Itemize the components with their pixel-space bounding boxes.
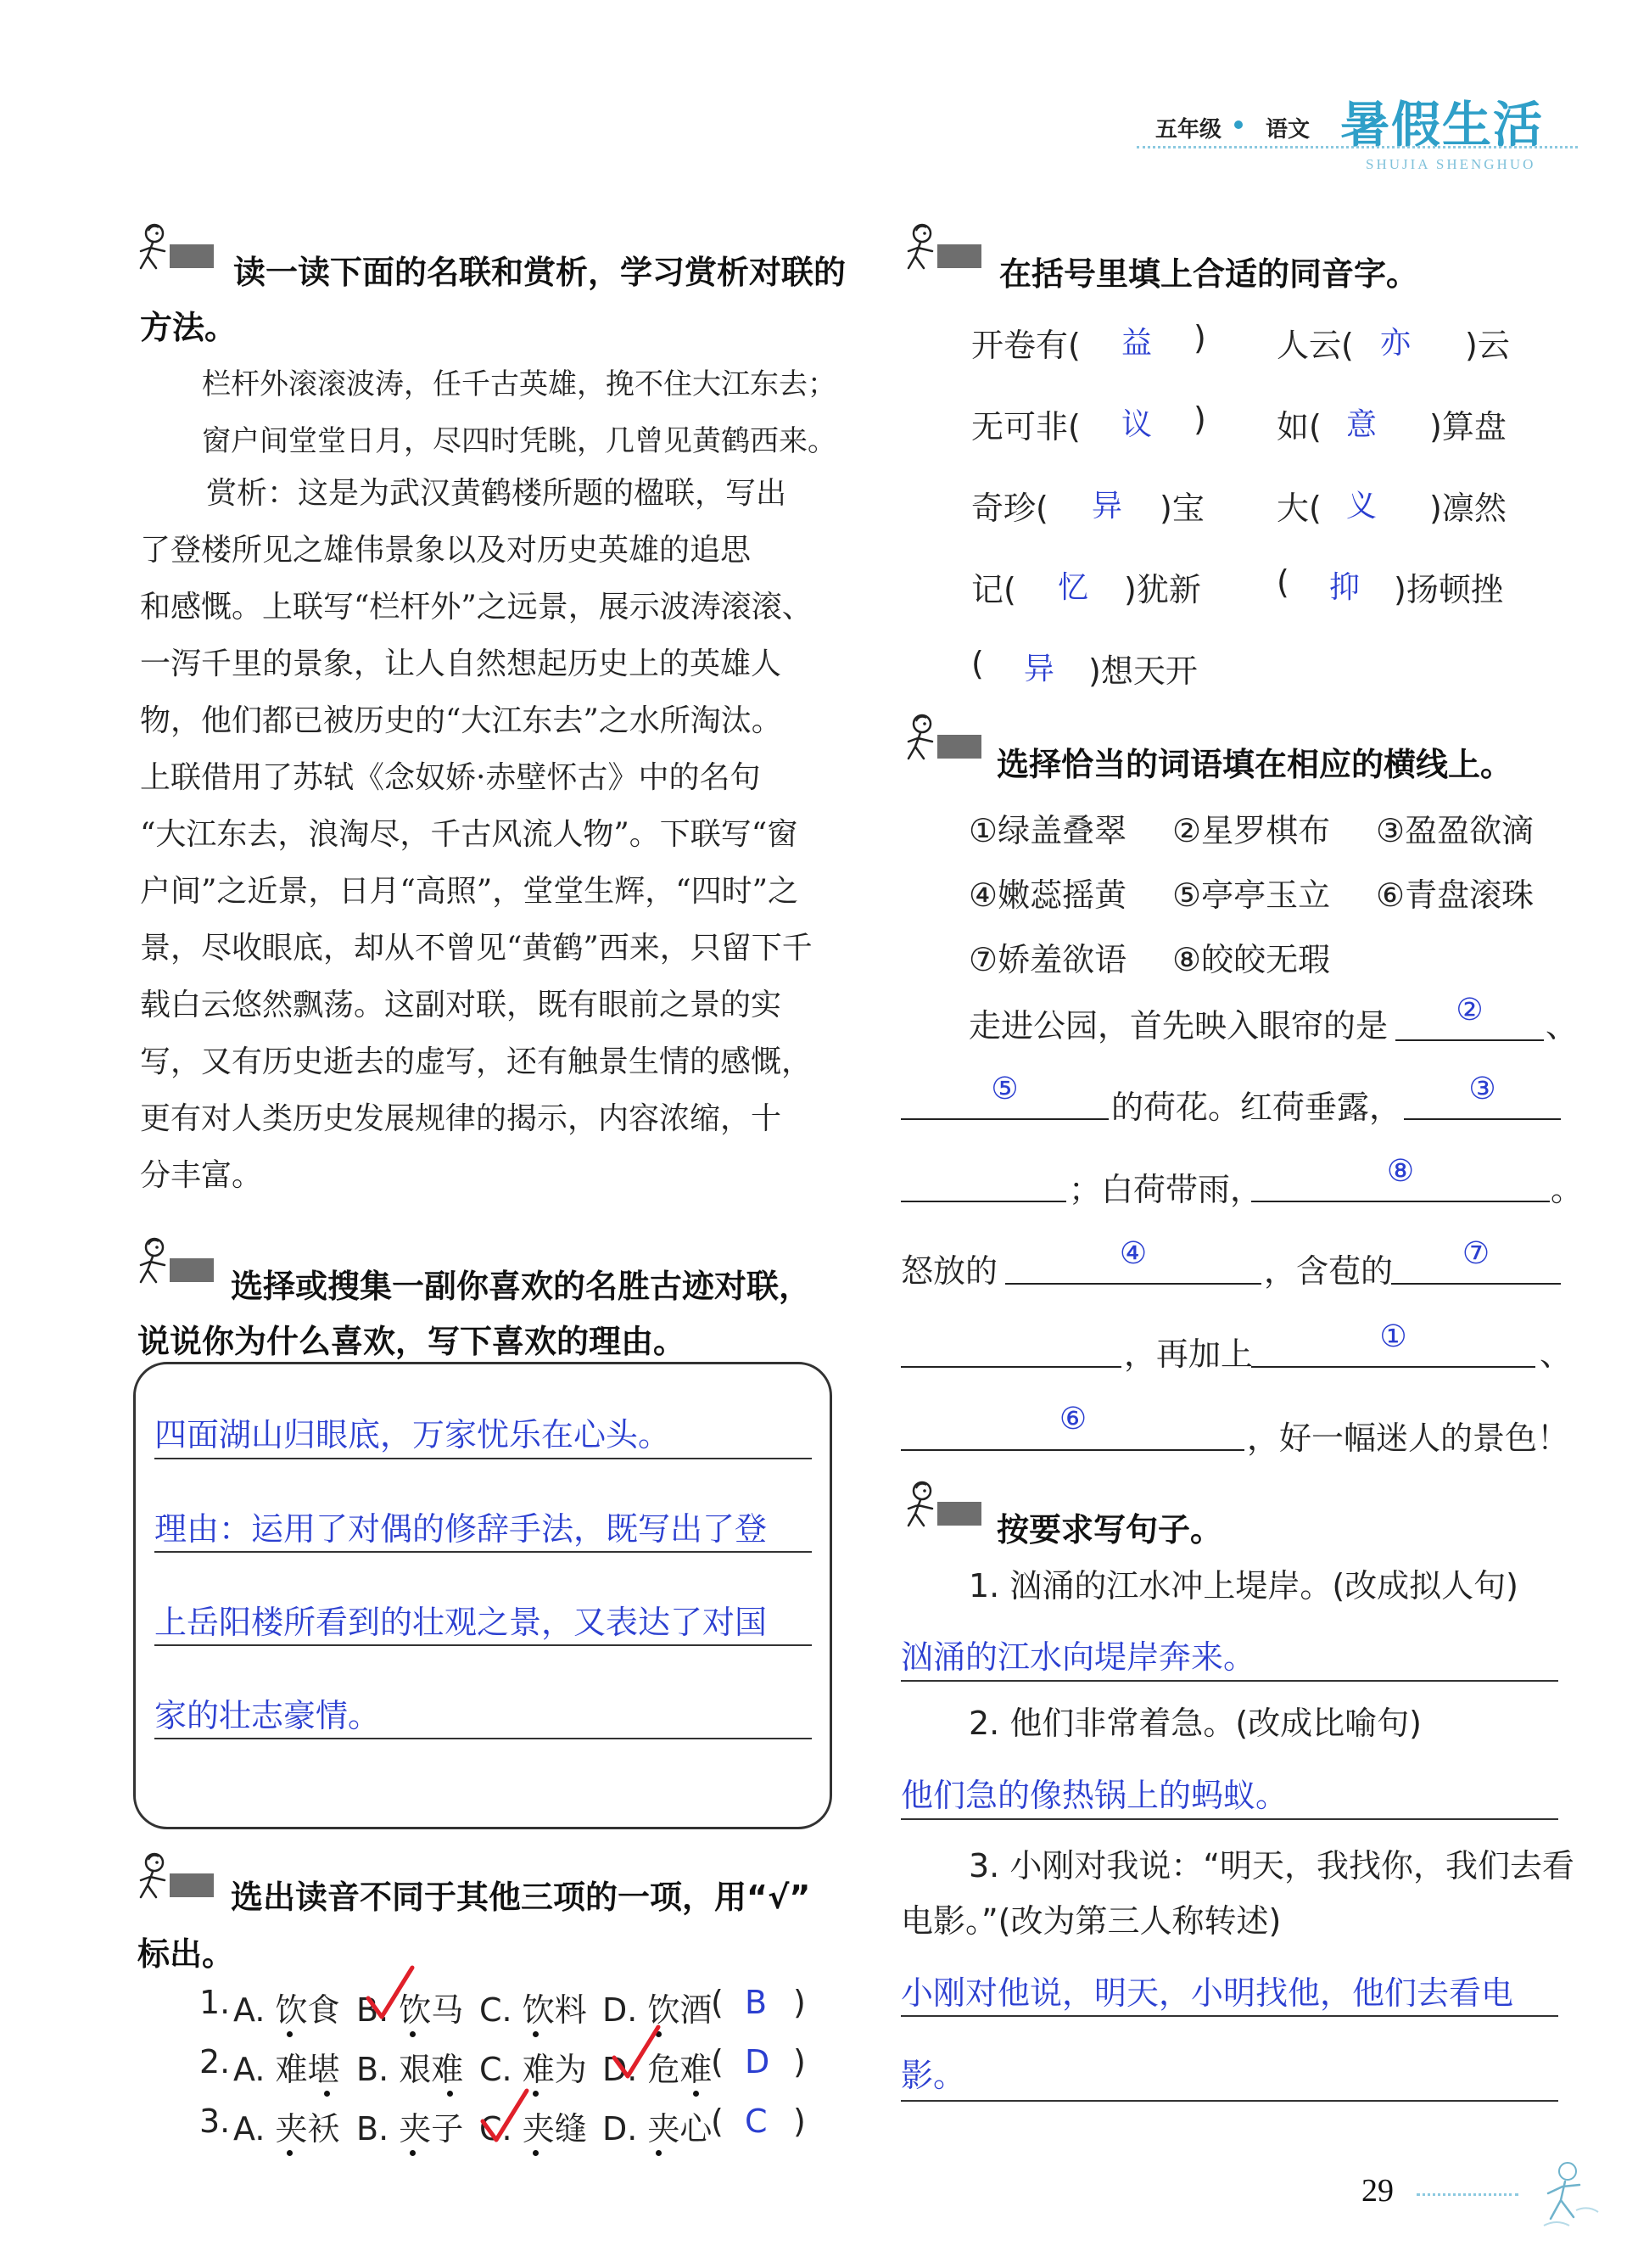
homophone-item: 人云( 亦 )云	[1277, 319, 1548, 361]
homophone-item: 大( 义 )凛然	[1277, 482, 1548, 524]
answer-line: 理由：运用了对偶的修辞手法，既写出了登	[154, 1510, 768, 1548]
writing-line	[154, 1644, 812, 1646]
kid-icon	[136, 1850, 216, 1901]
writing-line	[154, 1738, 812, 1739]
analysis-line: 物，他们都已被历史的“大江东去”之水所淘汰。	[140, 703, 782, 738]
header-grade: 五年级	[1155, 117, 1222, 143]
row-number: 2.	[199, 2043, 231, 2080]
fill-blank[interactable]	[901, 1201, 1066, 1202]
writing-line[interactable]	[901, 2015, 1558, 2017]
writing-line[interactable]	[901, 1680, 1558, 1682]
homophone-answer[interactable]: 异	[1091, 489, 1122, 524]
option-c[interactable]: C. 饮料	[479, 1991, 587, 2029]
fill-blank[interactable]	[1395, 1039, 1544, 1041]
analysis-line: 户间”之近景，日月“高照”，堂堂生辉，“四时”之	[140, 874, 799, 909]
homophone-item: 开卷有( 益 )	[971, 319, 1206, 364]
option-b[interactable]: B. 艰难	[356, 2051, 464, 2088]
homophone-answer[interactable]: 忆	[1057, 570, 1088, 605]
row-number: 3.	[199, 2103, 231, 2140]
homophone-answer[interactable]: 亦	[1379, 326, 1411, 361]
emphasis-dot	[410, 2031, 416, 2037]
writing-line	[154, 1458, 812, 1459]
emphasis-dot	[693, 2091, 699, 2097]
q2-title-line2: 说说你为什么喜欢，写下喜欢的理由。	[137, 1323, 686, 1360]
emphasis-dot	[287, 2031, 293, 2037]
sentence-answer: 他们急的像热锅上的蚂蚁。	[901, 1777, 1289, 1814]
header	[0, 0, 1638, 187]
answer-paren-open: (	[711, 1984, 724, 2021]
fill-blank[interactable]	[1251, 1366, 1535, 1368]
analysis-line: 更有对人类历史发展规律的揭示，内容浓缩，十	[140, 1101, 782, 1136]
pinyin-row-1	[199, 1984, 810, 2043]
q2-title-line1: 选择或搜集一副你喜欢的名胜古迹对联，	[231, 1268, 812, 1305]
brand-logo: 暑假生活	[1340, 96, 1545, 154]
q4-title: 在括号里填上合适的同音字。	[999, 255, 1419, 293]
page-number: 29	[1361, 2173, 1394, 2209]
check-mark-icon	[365, 1964, 416, 2024]
homophone-item: 记( 忆 )犹新	[971, 563, 1243, 606]
footer-rule	[1417, 2193, 1518, 2196]
emphasis-dot	[533, 2150, 539, 2156]
sentence-prompt: 电影。”(改为第三人称转述)	[901, 1902, 1282, 1940]
blank-answer: ⑧	[1386, 1154, 1415, 1189]
emphasis-dot	[533, 2031, 539, 2037]
answer-paren-close: )	[793, 2043, 806, 2080]
analysis-line: 了登楼所见之雄伟景象以及对历史英雄的追思	[140, 533, 752, 568]
couplet-lower: 窗户间堂堂日月，尽四时凭眺，几曾见黄鹤西来。	[202, 424, 836, 458]
emphasis-dot	[410, 2150, 416, 2156]
option-b[interactable]: B. 夹子	[356, 2110, 464, 2148]
runner-icon	[1527, 2159, 1612, 2232]
answer-line: 家的壮志豪情。	[154, 1697, 381, 1734]
homophone-item: 无可非( 议 )	[971, 400, 1206, 445]
homophone-answer[interactable]: 抑	[1328, 570, 1360, 605]
answer-paren-open: (	[711, 2043, 724, 2080]
writing-line	[154, 1551, 812, 1553]
analysis-line: “大江东去，浪淘尽，千古风流人物”。下联写“窗	[140, 817, 798, 852]
fill-blank[interactable]	[901, 1118, 1109, 1120]
blank-answer: ⑦	[1462, 1236, 1490, 1271]
word-option: ⑧皎皎无瑕	[1172, 941, 1331, 978]
header-rule	[1137, 146, 1578, 148]
blank-answer: ⑥	[1059, 1402, 1087, 1436]
analysis-line: 写，又有历史逝去的虚写，还有触景生情的感慨，	[140, 1044, 813, 1079]
kid-icon	[903, 711, 984, 762]
q1-title-line1: 读一读下面的名联和赏析，学习赏析对联的	[233, 254, 847, 291]
option-a[interactable]: A. 夹袄	[233, 2110, 340, 2148]
couplet-upper: 栏杆外滚滚波涛，任千古英雄，挽不住大江东去；	[202, 367, 836, 401]
fill-blank[interactable]	[901, 1366, 1121, 1368]
emphasis-dot	[533, 2091, 539, 2097]
answer-paren-close: )	[793, 2103, 806, 2140]
check-mark-icon	[479, 2087, 530, 2147]
analysis-line: 载白云悠然飘荡。这副对联，既有眼前之景的实	[140, 988, 782, 1022]
homophone-answer[interactable]: 意	[1345, 407, 1377, 442]
word-option: ③盈盈欲滴	[1376, 812, 1535, 849]
answer-line: 上岳阳楼所看到的壮观之景，又表达了对国	[154, 1604, 768, 1641]
kid-icon	[903, 221, 984, 272]
option-a[interactable]: A. 饮食	[233, 1991, 340, 2029]
option-c[interactable]: C. 难为	[479, 2051, 587, 2088]
analysis-line: 一泻千里的景象，让人自然想起历史上的英雄人	[140, 647, 782, 681]
writing-line[interactable]	[901, 1818, 1558, 1820]
q3-title-line1: 选出读音不同于其他三项的一项，用“√”	[231, 1879, 811, 1916]
word-option: ⑥青盘滚珠	[1376, 876, 1535, 914]
answer-paren-close: )	[793, 1984, 806, 2021]
writing-line[interactable]	[901, 2100, 1558, 2102]
blank-answer: ③	[1468, 1072, 1496, 1106]
homophone-item: 奇珍( 异 )宝	[971, 482, 1243, 524]
q5-title: 选择恰当的词语填在相应的横线上。	[997, 746, 1513, 783]
kid-icon	[136, 1235, 216, 1285]
sentence-prompt: 3. 小刚对我说：“明天，我找你，我们去看	[969, 1847, 1575, 1884]
word-option: ⑦娇羞欲语	[969, 941, 1127, 978]
q1-title-line2: 方法。	[140, 309, 238, 346]
header-subject: 语文	[1266, 117, 1311, 143]
blank-answer: ④	[1119, 1236, 1148, 1271]
q6-title: 按要求写句子。	[997, 1511, 1223, 1548]
kid-icon	[136, 221, 216, 272]
header-separator-dot	[1234, 120, 1243, 129]
homophone-answer[interactable]: 议	[1121, 407, 1152, 442]
emphasis-dot	[324, 2091, 330, 2097]
word-option: ②星罗棋布	[1172, 812, 1331, 849]
check-mark-icon	[611, 2024, 662, 2083]
fill-blank[interactable]	[1005, 1283, 1261, 1285]
analysis-line: 分丰富。	[140, 1158, 263, 1193]
analysis-line: 上联借用了苏轼《念奴娇·赤壁怀古》中的名句	[140, 760, 761, 795]
answer-line: 四面湖山归眼底，万家忧乐在心头。	[154, 1416, 671, 1453]
word-option: ④嫩蕊摇黄	[969, 876, 1127, 914]
analysis-line: 和感慨。上联写“栏杆外”之远景，展示波涛滚滚、	[140, 590, 813, 624]
fill-blank[interactable]	[1391, 1283, 1561, 1285]
sentence-prompt: 2. 他们非常着急。(改成比喻句)	[969, 1705, 1422, 1742]
blank-answer: ①	[1379, 1319, 1407, 1354]
sentence-answer: 汹涌的江水向堤岸奔来。	[901, 1638, 1256, 1676]
emphasis-dot	[447, 2091, 453, 2097]
fill-blank[interactable]	[901, 1449, 1244, 1451]
emphasis-dot	[287, 2150, 293, 2156]
kid-icon	[903, 1478, 984, 1529]
homophone-answer[interactable]: 义	[1345, 489, 1377, 524]
blank-answer: ⑤	[991, 1072, 1019, 1106]
word-option: ①绿盖叠翠	[969, 812, 1127, 849]
option-c[interactable]: C. 夹缝	[479, 2110, 587, 2148]
answer-letter: C	[745, 2103, 768, 2140]
sentence-answer: 小刚对他说，明天，小明找他，他们去看电	[901, 1974, 1514, 2012]
analysis-line: 赏析：这是为武汉黄鹤楼所题的楹联，写出	[206, 476, 787, 511]
sentence-answer: 影。	[901, 2057, 966, 2094]
homophone-answer[interactable]: 异	[1023, 652, 1054, 686]
analysis-line: 景，尽收眼底，却从不曾见“黄鹤”西来，只留下千	[140, 931, 813, 966]
option-a[interactable]: A. 难堪	[233, 2051, 340, 2088]
answer-paren-open: (	[711, 2103, 724, 2140]
word-option: ⑤亭亭玉立	[1172, 876, 1331, 914]
homophone-item: ( 抑 )扬顿挫	[1277, 563, 1503, 608]
answer-letter: D	[745, 2043, 770, 2080]
q1-analysis	[140, 465, 853, 1204]
option-b[interactable]: B. 饮马	[356, 1991, 464, 2029]
sentence-prompt: 1. 汹涌的江水冲上堤岸。(改成拟人句)	[969, 1567, 1518, 1604]
q3-title-line2: 标出。	[137, 1935, 235, 1973]
emphasis-dot	[656, 2150, 662, 2156]
homophone-answer[interactable]: 益	[1121, 326, 1152, 361]
brand-pinyin: SHUJIA SHENGHUO	[1366, 156, 1536, 172]
fill-blank[interactable]	[1404, 1118, 1561, 1120]
option-d[interactable]: D. 夹心	[602, 2110, 713, 2148]
option-d[interactable]: D. 危难	[602, 2051, 713, 2088]
answer-box[interactable]	[133, 1362, 832, 1829]
answer-letter: B	[745, 1984, 768, 2021]
fill-blank[interactable]	[1251, 1201, 1550, 1202]
blank-answer: ②	[1456, 993, 1484, 1028]
option-d[interactable]: D. 饮酒	[602, 1991, 713, 2029]
row-number: 1.	[199, 1984, 231, 2021]
homophone-item: 如( 意 )算盘	[1277, 400, 1548, 443]
homophone-item: ( 异 )想天开	[971, 645, 1198, 690]
